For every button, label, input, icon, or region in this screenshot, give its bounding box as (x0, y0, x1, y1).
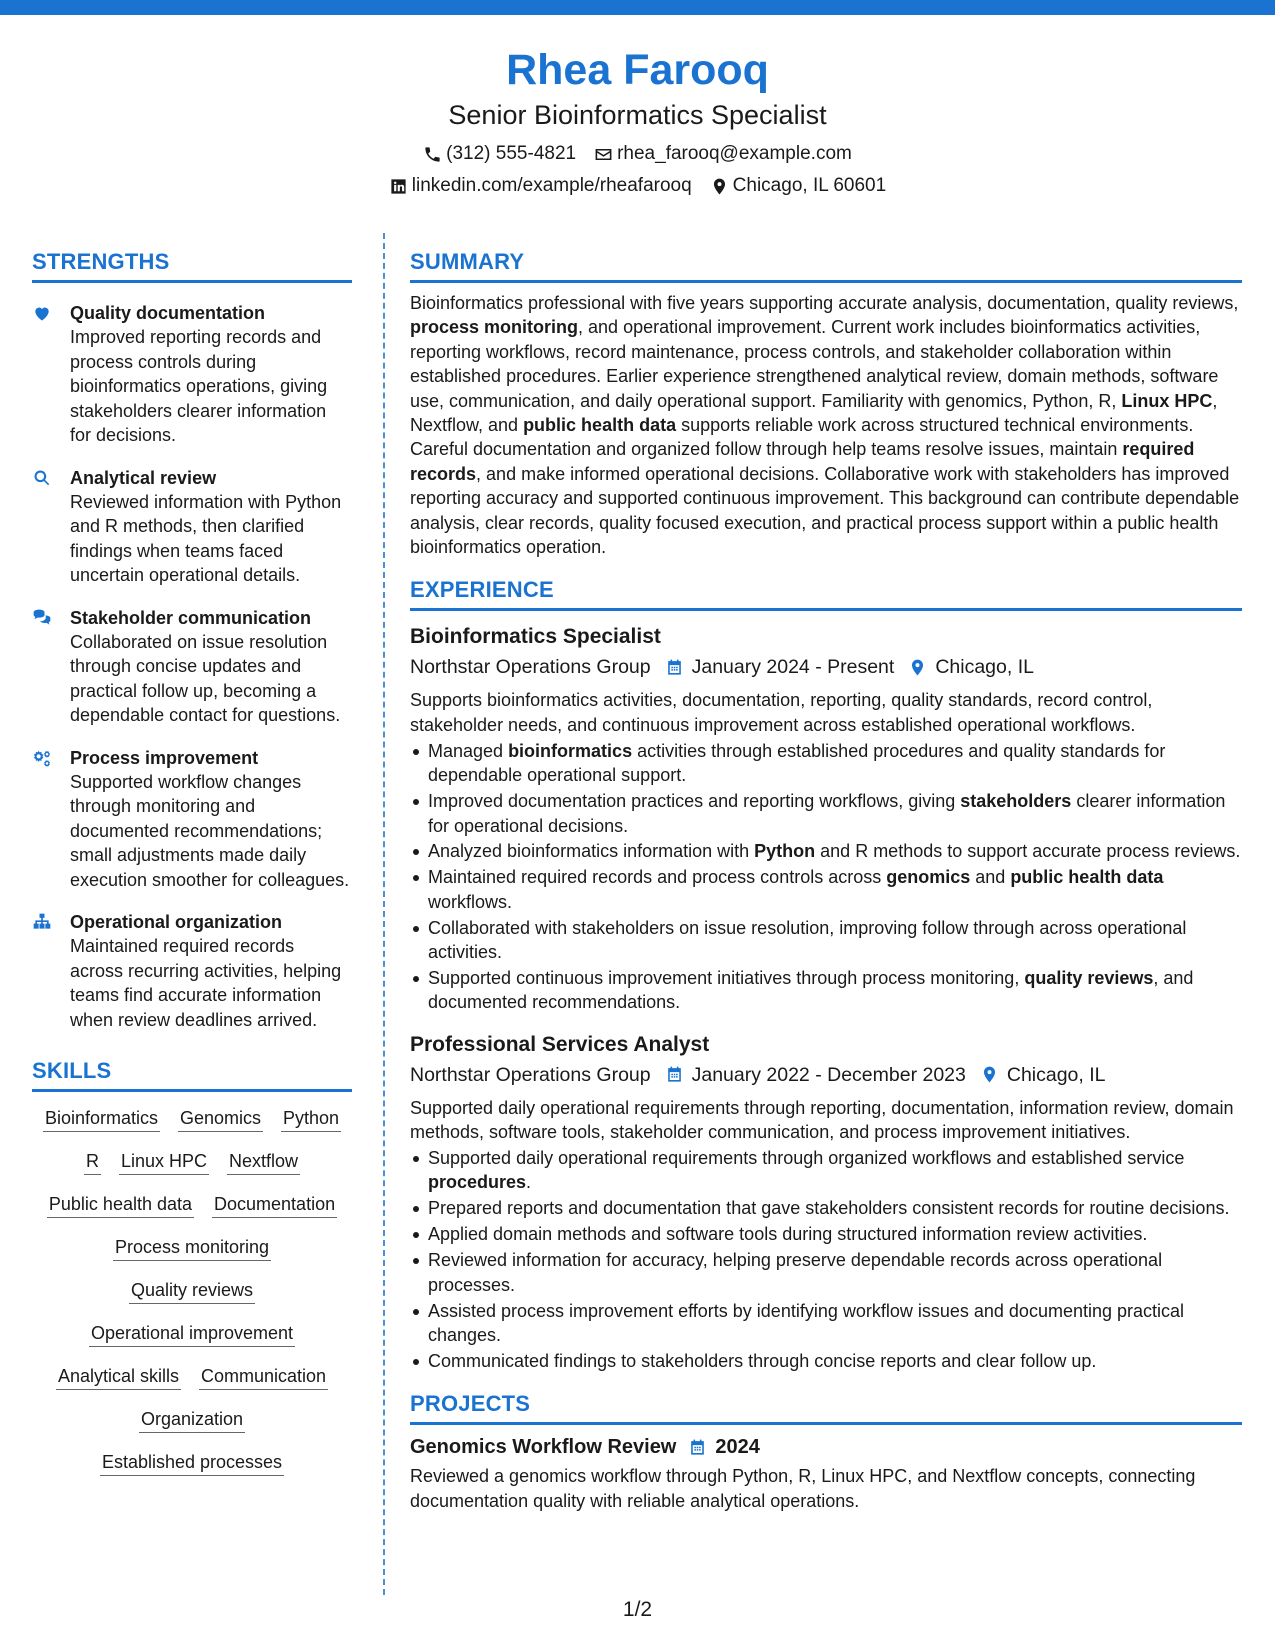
contact-email (594, 142, 852, 166)
text-run: Improved documentation practices and reporting workflows, giving (428, 791, 961, 812)
text-run: and R methods to support accurate process reviews. (815, 841, 1241, 862)
projects-heading: PROJECTS (410, 1389, 1242, 1425)
skills-row (113, 1235, 271, 1261)
strength-item (32, 466, 352, 588)
job-location-text: Chicago, IL (1006, 1063, 1106, 1086)
strength-title: Quality documentation (70, 303, 266, 323)
bold-text: quality reviews (1024, 967, 1154, 988)
skills-row (139, 1407, 245, 1433)
bold-text: public health data (523, 415, 677, 436)
strength-item (32, 746, 352, 893)
column-divider (383, 233, 385, 1595)
job-meta (410, 1062, 1242, 1088)
text-run: Assisted process improvement efforts by identifying workflow issues and documenting practical changes. (428, 1300, 1185, 1345)
bullet-item (410, 789, 1242, 838)
bullet-item (410, 1349, 1242, 1373)
strength-text: Maintained required records across recurring activities, helping teams find accurate information when review deadlines arrived. (70, 936, 342, 1030)
skills-row (100, 1450, 284, 1476)
text-run: , and documented recommendations. (428, 967, 1194, 1013)
job-description: Supported daily operational requirements through reporting, documentation, information review, domain methods, software tools, stakeholder communication, and process improvement initiatives. (410, 1097, 1234, 1143)
skills-row (84, 1149, 300, 1175)
job-location-text: Chicago, IL (935, 656, 1034, 679)
job-company: Northstar Operations Group (410, 656, 651, 679)
text-run: , Nextflow, and (410, 390, 1218, 436)
job-bullets (410, 1146, 1242, 1373)
bold-text: genomics (886, 867, 971, 888)
text-run: workflows. (428, 891, 513, 912)
text-run: Supported daily operational requirements through organized workflows and established service (428, 1148, 1185, 1169)
skill-tag: Genomics (178, 1106, 263, 1132)
text-run: , and operational improvement. Current work includes bioinformatics activities, reporting workflows, record maintenance, process controls, and stakeholder collaboration within established procedures. Earlier experience strengthened analytical review, domain methods, software use, communication, and daily operational support. Familiarity with genomics, Python, R, (410, 317, 1219, 411)
job-location (980, 1062, 1106, 1088)
strength-item (32, 910, 352, 1032)
bullet-item (410, 1196, 1242, 1220)
project-description: Reviewed a genomics workflow through Python, R, Linux HPC, and Nextflow concepts, connecting documentation quality with reliable analytical operations. (410, 1466, 1196, 1511)
text-run: Analyzed bioinformatics information with (428, 841, 755, 862)
job-company: Northstar Operations Group (410, 1063, 651, 1086)
candidate-title: Senior Bioinformatics Specialist (448, 100, 827, 130)
skill-tag: Documentation (212, 1192, 337, 1218)
calendar-icon (665, 1065, 684, 1084)
calendar-icon (665, 658, 684, 677)
skill-tag: Quality reviews (129, 1278, 255, 1304)
skills-row (129, 1278, 255, 1304)
text-run: clearer information for operational decisions. (428, 791, 1226, 836)
heart-icon (32, 303, 52, 323)
job-entry (410, 1031, 1242, 1373)
map-pin-icon (710, 177, 729, 196)
sitemap-icon (32, 912, 52, 932)
bold-text: procedures (428, 1172, 527, 1193)
bullet-item (410, 739, 1242, 788)
skills-heading: SKILLS (32, 1056, 352, 1092)
text-run: Reviewed information for accuracy, helping preserve dependable records across operational processes. (428, 1250, 1163, 1295)
job-description: Supports bioinformatics activities, documentation, reporting, quality standards, record control, stakeholder needs, and continuous improvement across established operational workflows. (410, 690, 1153, 735)
skills-row (47, 1192, 337, 1218)
job-meta (410, 654, 1242, 680)
linkedin-text: linkedin.com/example/rheafarooq (411, 175, 692, 196)
gears-icon (32, 748, 52, 768)
bullet-item (410, 1222, 1242, 1246)
bullet-item (410, 1248, 1242, 1297)
skill-tag: Operational improvement (89, 1321, 295, 1347)
skills-row (56, 1364, 328, 1390)
job-dates-text: January 2024 - Present (691, 656, 895, 679)
text-run: , and make informed operational decisions. Collaborative work with stakeholders has improved reporting accuracy and supported continuous improvement. This background can contribute dependable analysis, clear records, quality focused execution, and practical process support within a public health bioinformatics operation. (410, 463, 1240, 558)
text-run: Applied domain methods and software tools during structured information review activities. (428, 1224, 1148, 1245)
job-location (908, 654, 1034, 680)
experience-list (410, 623, 1242, 1373)
top-accent-bar (0, 0, 1275, 15)
skill-tag: Organization (139, 1407, 245, 1433)
project-title-row (410, 1433, 1242, 1461)
summary-heading: SUMMARY (410, 247, 1242, 283)
skill-tag: R (84, 1149, 101, 1175)
skill-tag: Bioinformatics (43, 1106, 160, 1132)
calendar-icon (688, 1438, 707, 1457)
skills-list (32, 1106, 352, 1476)
bold-text: public health data (1010, 867, 1164, 888)
strength-title: Process improvement (70, 747, 259, 768)
contact-linkedin (389, 174, 692, 198)
resume-header (0, 44, 1275, 198)
candidate-name: Rhea Farooq (506, 46, 769, 94)
strength-title: Analytical review (70, 467, 217, 488)
phone-text: (312) 555-4821 (446, 143, 577, 164)
text-run: supports reliable work across structured technical environments. Careful documentation and organized follow through help teams resolve issues, maintain (410, 415, 1194, 460)
envelope-icon (594, 145, 613, 164)
job-dates-text: January 2022 - December 2023 (691, 1063, 966, 1086)
skill-tag: Process monitoring (113, 1235, 271, 1261)
bold-text: process monitoring (410, 317, 579, 338)
bold-text: stakeholders (960, 791, 1072, 812)
contact-phone (423, 142, 576, 166)
skills-row (89, 1321, 295, 1347)
job-dates (665, 654, 895, 680)
bold-text: Python (754, 841, 816, 862)
strength-title: Operational organization (70, 912, 283, 932)
text-run: Communicated findings to stakeholders through concise reports and clear follow up. (428, 1350, 1097, 1371)
bullet-item (410, 916, 1242, 965)
text-run: Prepared reports and documentation that gave stakeholders consistent records for routine decisions. (428, 1198, 1230, 1219)
page-number: 1/2 (622, 1598, 653, 1621)
text-run: and (970, 867, 1011, 888)
bullet-item (410, 865, 1242, 914)
job-dates (665, 1062, 966, 1088)
contact-row-1 (0, 142, 1275, 166)
bullet-item (410, 1146, 1242, 1195)
skill-tag: Established processes (100, 1450, 284, 1476)
strength-title: Stakeholder communication (70, 607, 312, 628)
bullet-item (410, 1299, 1242, 1348)
skill-tag: Nextflow (227, 1149, 300, 1175)
strength-text: Reviewed information with Python and R methods, then clarified findings when teams faced uncertain operational details. (70, 491, 342, 585)
text-run: Bioinformatics professional with five years supporting accurate analysis, documentation, quality reviews, (410, 293, 1239, 313)
strength-item (32, 606, 352, 728)
email-text: rhea_farooq@example.com (617, 143, 852, 164)
skill-tag: Analytical skills (56, 1364, 181, 1390)
contact-location (710, 174, 887, 198)
bullet-item (410, 966, 1242, 1015)
left-column (32, 247, 352, 1476)
text-run: . (526, 1172, 532, 1193)
skill-tag: Linux HPC (119, 1149, 209, 1175)
text-run: Managed (428, 740, 509, 761)
search-icon (32, 468, 52, 488)
experience-heading: EXPERIENCE (410, 575, 1242, 611)
strength-item (32, 301, 352, 448)
map-pin-icon (908, 658, 927, 677)
job-bullets (410, 739, 1242, 1015)
bold-text: Linux HPC (1121, 390, 1213, 411)
strength-text: Improved reporting records and process controls during bioinformatics operations, giving stakeholders clearer information for decisions. (70, 327, 328, 445)
strength-text: Supported workflow changes through monitoring and documented recommendations; small adjustments made daily execution smoother for colleagues. (70, 771, 350, 890)
phone-icon (423, 145, 442, 164)
strength-text: Collaborated on issue resolution through concise updates and practical follow up, becoming a dependable contact for questions. (70, 631, 341, 725)
strengths-heading: STRENGTHS (32, 247, 352, 283)
project-year-text: 2024 (715, 1436, 760, 1459)
location-text: Chicago, IL 60601 (732, 175, 887, 196)
text-run: Maintained required records and process controls across (428, 867, 887, 888)
map-pin-icon (980, 1065, 999, 1084)
contact-row-2 (0, 174, 1275, 198)
bullet-item (410, 839, 1242, 863)
job-title: Bioinformatics Specialist (410, 625, 661, 649)
skill-tag: Python (281, 1106, 341, 1132)
summary-text (410, 291, 1242, 559)
chat-icon (32, 608, 52, 628)
skills-row (43, 1106, 341, 1132)
skill-tag: Communication (199, 1364, 328, 1390)
bold-text: required records (410, 439, 1195, 484)
project-year (688, 1433, 760, 1461)
text-run: Supported continuous improvement initiatives through process monitoring, (428, 967, 1025, 988)
job-title: Professional Services Analyst (410, 1032, 710, 1056)
bold-text: bioinformatics (508, 740, 633, 761)
text-run: Collaborated with stakeholders on issue resolution, improving follow through across operational activities. (428, 917, 1187, 963)
linkedin-icon (389, 177, 408, 196)
right-column (410, 247, 1242, 1513)
project-title: Genomics Workflow Review (410, 1436, 677, 1459)
text-run: activities through established procedures and quality standards for dependable operational support. (428, 740, 1166, 786)
job-entry (410, 623, 1242, 1014)
skill-tag: Public health data (47, 1192, 194, 1218)
